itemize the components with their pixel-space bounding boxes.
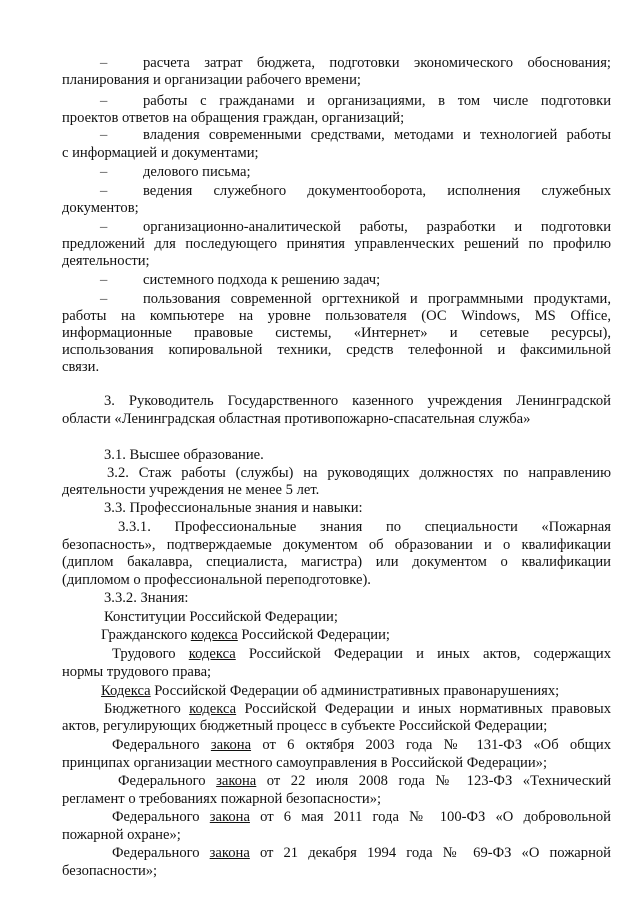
law-item: Трудового кодекса Российской Федерации и иных актов, содержащих [112, 646, 612, 662]
paragraph-3-3-1: (дипломом о профессиональной переподготовке). [62, 572, 371, 588]
paragraph-3-2: деятельности учреждения не менее 5 лет. [62, 482, 320, 498]
list-dash: – [100, 55, 108, 71]
list-item-text: системного подхода к решению задач; [143, 272, 381, 288]
list-dash: – [100, 93, 108, 109]
paragraph-3-3-1: (диплом бакалавра, специалиста, магистра) или документом о квалификации [62, 554, 611, 570]
list-dash: – [100, 291, 108, 307]
law-link[interactable]: кодекса [188, 646, 236, 662]
list-item-text: организационно-аналитической работы, разработки и подготовки [143, 219, 611, 235]
paragraph-3-2: 3.2. Стаж работы (службы) на руководящих должностях по направлению [107, 465, 611, 481]
law-link[interactable]: закона [216, 773, 257, 789]
list-dash: – [100, 183, 108, 199]
law-item: Федерального закона от 22 июля 2008 года № 123-ФЗ «Технический [118, 773, 612, 789]
law-link[interactable]: кодекса [189, 701, 237, 717]
list-item-text: предложений для последующего принятия управленческих решений по профилю [62, 236, 611, 252]
list-item-text: расчета затрат бюджета, подготовки экономического обоснования; [143, 55, 611, 71]
law-item: Бюджетного кодекса Российской Федерации и иных нормативных правовых [104, 701, 611, 717]
law-item: Конституции Российской Федерации; [104, 609, 338, 625]
law-item: нормы трудового права; [62, 664, 212, 680]
list-item-text: документов; [62, 200, 139, 216]
list-item-text: пользования современной оргтехникой и программными продуктами, [143, 291, 611, 307]
list-item-text: использования копировальной техники, средств телефонной и факсимильной [62, 342, 611, 358]
list-item-text: связи. [62, 359, 100, 375]
list-item-text: планирования и организации рабочего времени; [62, 72, 361, 88]
law-item: безопасности»; [62, 863, 158, 879]
paragraph-3-3-2: 3.3.2. Знания: [104, 590, 189, 606]
law-item: актов, регулирующих бюджетный процесс в субъекте Российской Федерации; [62, 718, 548, 734]
law-link[interactable]: кодекса [190, 627, 238, 643]
list-item-text: работы на компьютере на уровне пользователя (ОС Windows, MS Office, [62, 308, 611, 324]
law-item: Кодекса Российской Федерации об административных правонарушениях; [101, 683, 560, 699]
list-item-text: проектов ответов на обращения граждан, организаций; [62, 110, 405, 126]
list-item-text: ведения служебного документооборота, исполнения служебных [143, 183, 611, 199]
list-dash: – [100, 127, 108, 143]
list-dash: – [100, 219, 108, 235]
list-item-text: владения современными средствами, методами и технологией работы [143, 127, 611, 143]
section-heading: области «Ленинградская областная противопожарно-спасательная служба» [62, 411, 531, 427]
list-item-text: с информацией и документами; [62, 145, 259, 161]
law-item: Федерального закона от 6 мая 2011 года № 100-ФЗ «О добровольной [112, 809, 611, 825]
list-item-text: деятельности; [62, 253, 150, 269]
list-dash: – [100, 164, 108, 180]
law-item: Федерального закона от 6 октября 2003 года № 131-ФЗ «Об общих [112, 737, 611, 753]
law-item: Гражданского кодекса Российской Федерации; [101, 627, 390, 643]
law-link[interactable]: закона [209, 809, 250, 825]
paragraph-3-3-1: безопасность», подтверждаемые документом об образовании и о квалификации [62, 537, 611, 553]
paragraph-3-1: 3.1. Высшее образование. [104, 447, 264, 463]
list-item-text: информационные правовые системы, «Интернет» и сетевые ресурсы), [62, 325, 611, 341]
law-item: Федерального закона от 21 декабря 1994 года № 69-ФЗ «О пожарной [112, 845, 611, 861]
paragraph-3-3-1: 3.3.1. Профессиональные знания по специальности «Пожарная [118, 519, 611, 535]
list-item-text: работы с гражданами и организациями, в том числе подготовки [143, 93, 611, 109]
law-item: принципах организации местного самоуправления в Российской Федерации»; [62, 755, 547, 771]
law-link[interactable]: закона [209, 845, 250, 861]
list-item-text: делового письма; [143, 164, 251, 180]
list-dash: – [100, 272, 108, 288]
law-item: регламент о требованиях пожарной безопасности»; [62, 791, 382, 807]
paragraph-3-3: 3.3. Профессиональные знания и навыки: [104, 500, 363, 516]
law-item: пожарной охране»; [62, 827, 181, 843]
law-link[interactable]: Кодекса [101, 683, 151, 699]
law-link[interactable]: закона [210, 737, 252, 753]
section-heading: 3. Руководитель Государственного казенного учреждения Ленинградской [104, 393, 611, 409]
